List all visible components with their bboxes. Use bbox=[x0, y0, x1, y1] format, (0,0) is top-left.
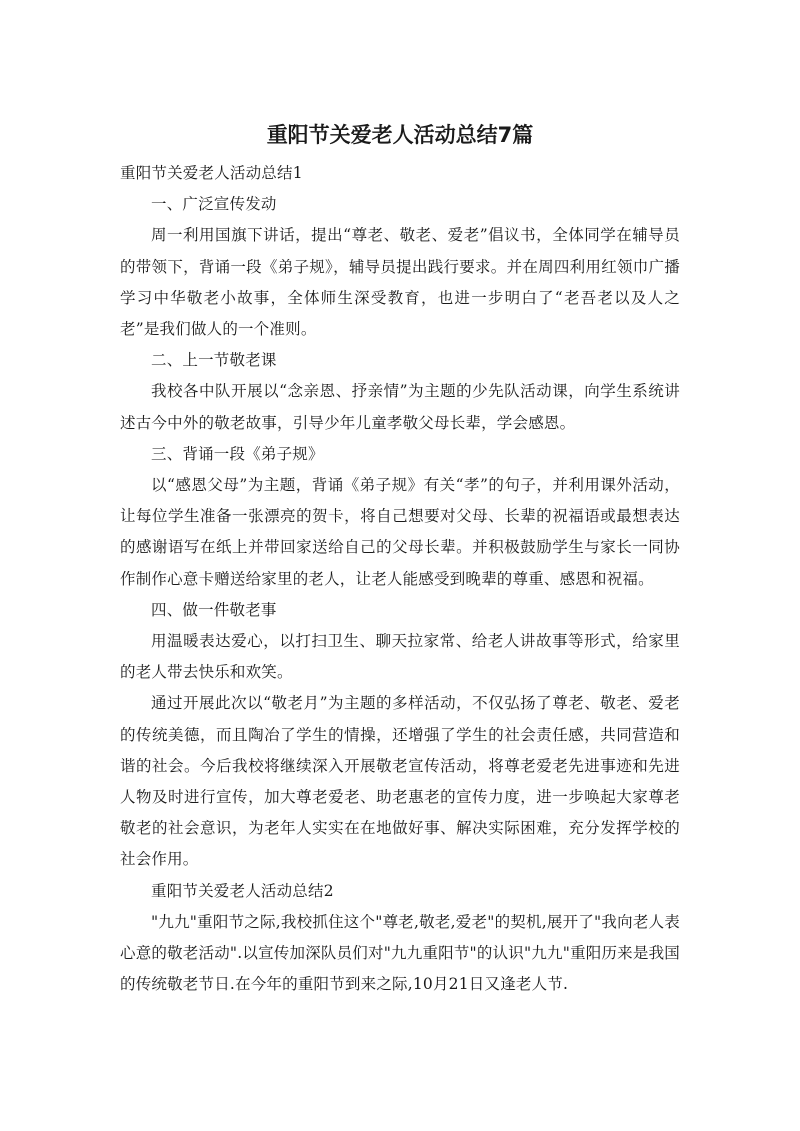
paragraph: 四、做一件敬老事 bbox=[151, 600, 277, 619]
paragraph: 以“感恩父母”为主题，背诵《弟子规》有关“孝”的句子，并利用课外活动，让每位学生准备一张漂亮的贺卡，将自己想要对父母、长辈的祝福语或最想表达的感谢语写在纸上并带回家送给自己的父母长辈。并积极鼓励学生与家长一同协作制作心意卡赠送给家里的老人，让老人能感受到晚辈的尊重、感恩和祝福。 bbox=[120, 476, 680, 588]
paragraph: 二、上一节敬老课 bbox=[151, 351, 277, 370]
document-title: 重阳节关爱老人活动总结7篇 bbox=[266, 123, 534, 147]
paragraph: 重阳节关爱老人活动总结2 bbox=[151, 881, 334, 900]
paragraph: 通过开展此次以“敬老月”为主题的多样活动，不仅弘扬了尊老、敬老、爱老的传统美德，而且陶冶了学生的情操，还增强了学生的社会责任感，共同营造和谐的社会。今后我校将继续深入开展敬老宣传活动，将尊老爱老先进事迹和先进人物及时进行宣传，加大尊老爱老、助老惠老的宣传力度，进一步唤起大家尊老敬老的社会意识，为老年人实实在在地做好事、解决实际困难，充分发挥学校的社会作用。 bbox=[120, 694, 680, 869]
paragraph: 我校各中队开展以“念亲恩、抒亲情”为主题的少先队活动课，向学生系统讲述古今中外的敬老故事，引导少年儿童孝敬父母长辈，学会感恩。 bbox=[120, 382, 680, 432]
paragraph: 周一利用国旗下讲话，提出“尊老、敬老、爱老”倡议书，全体同学在辅导员的带领下，背诵一段《弟子规》，辅导员提出践行要求。并在周四利用红领巾广播学习中华敬老小故事，全体师生深受教育，也进一步明白了“老吾老以及人之老”是我们做人的一个准则。 bbox=[120, 226, 680, 339]
paragraph: 用温暖表达爱心，以打扫卫生、聊天拉家常、给老人讲故事等形式，给家里的老人带去快乐和欢笑。 bbox=[120, 632, 680, 682]
paragraph: "九九"重阳节之际,我校抓住这个"尊老,敬老,爱老"的契机,展开了"我向老人表心意的敬老活动".以宣传加深队员们对"九九重阳节"的认识"九九"重阳历来是我国的传统敬老节日.在今年的重阳节到来之际,10月21日又逢老人节. bbox=[120, 912, 680, 994]
document-body bbox=[120, 158, 680, 1000]
paragraph: 重阳节关爱老人活动总结1 bbox=[120, 164, 303, 182]
paragraph: 一、广泛宣传发动 bbox=[151, 195, 277, 214]
paragraph: 三、背诵一段《弟子规》 bbox=[151, 444, 324, 463]
